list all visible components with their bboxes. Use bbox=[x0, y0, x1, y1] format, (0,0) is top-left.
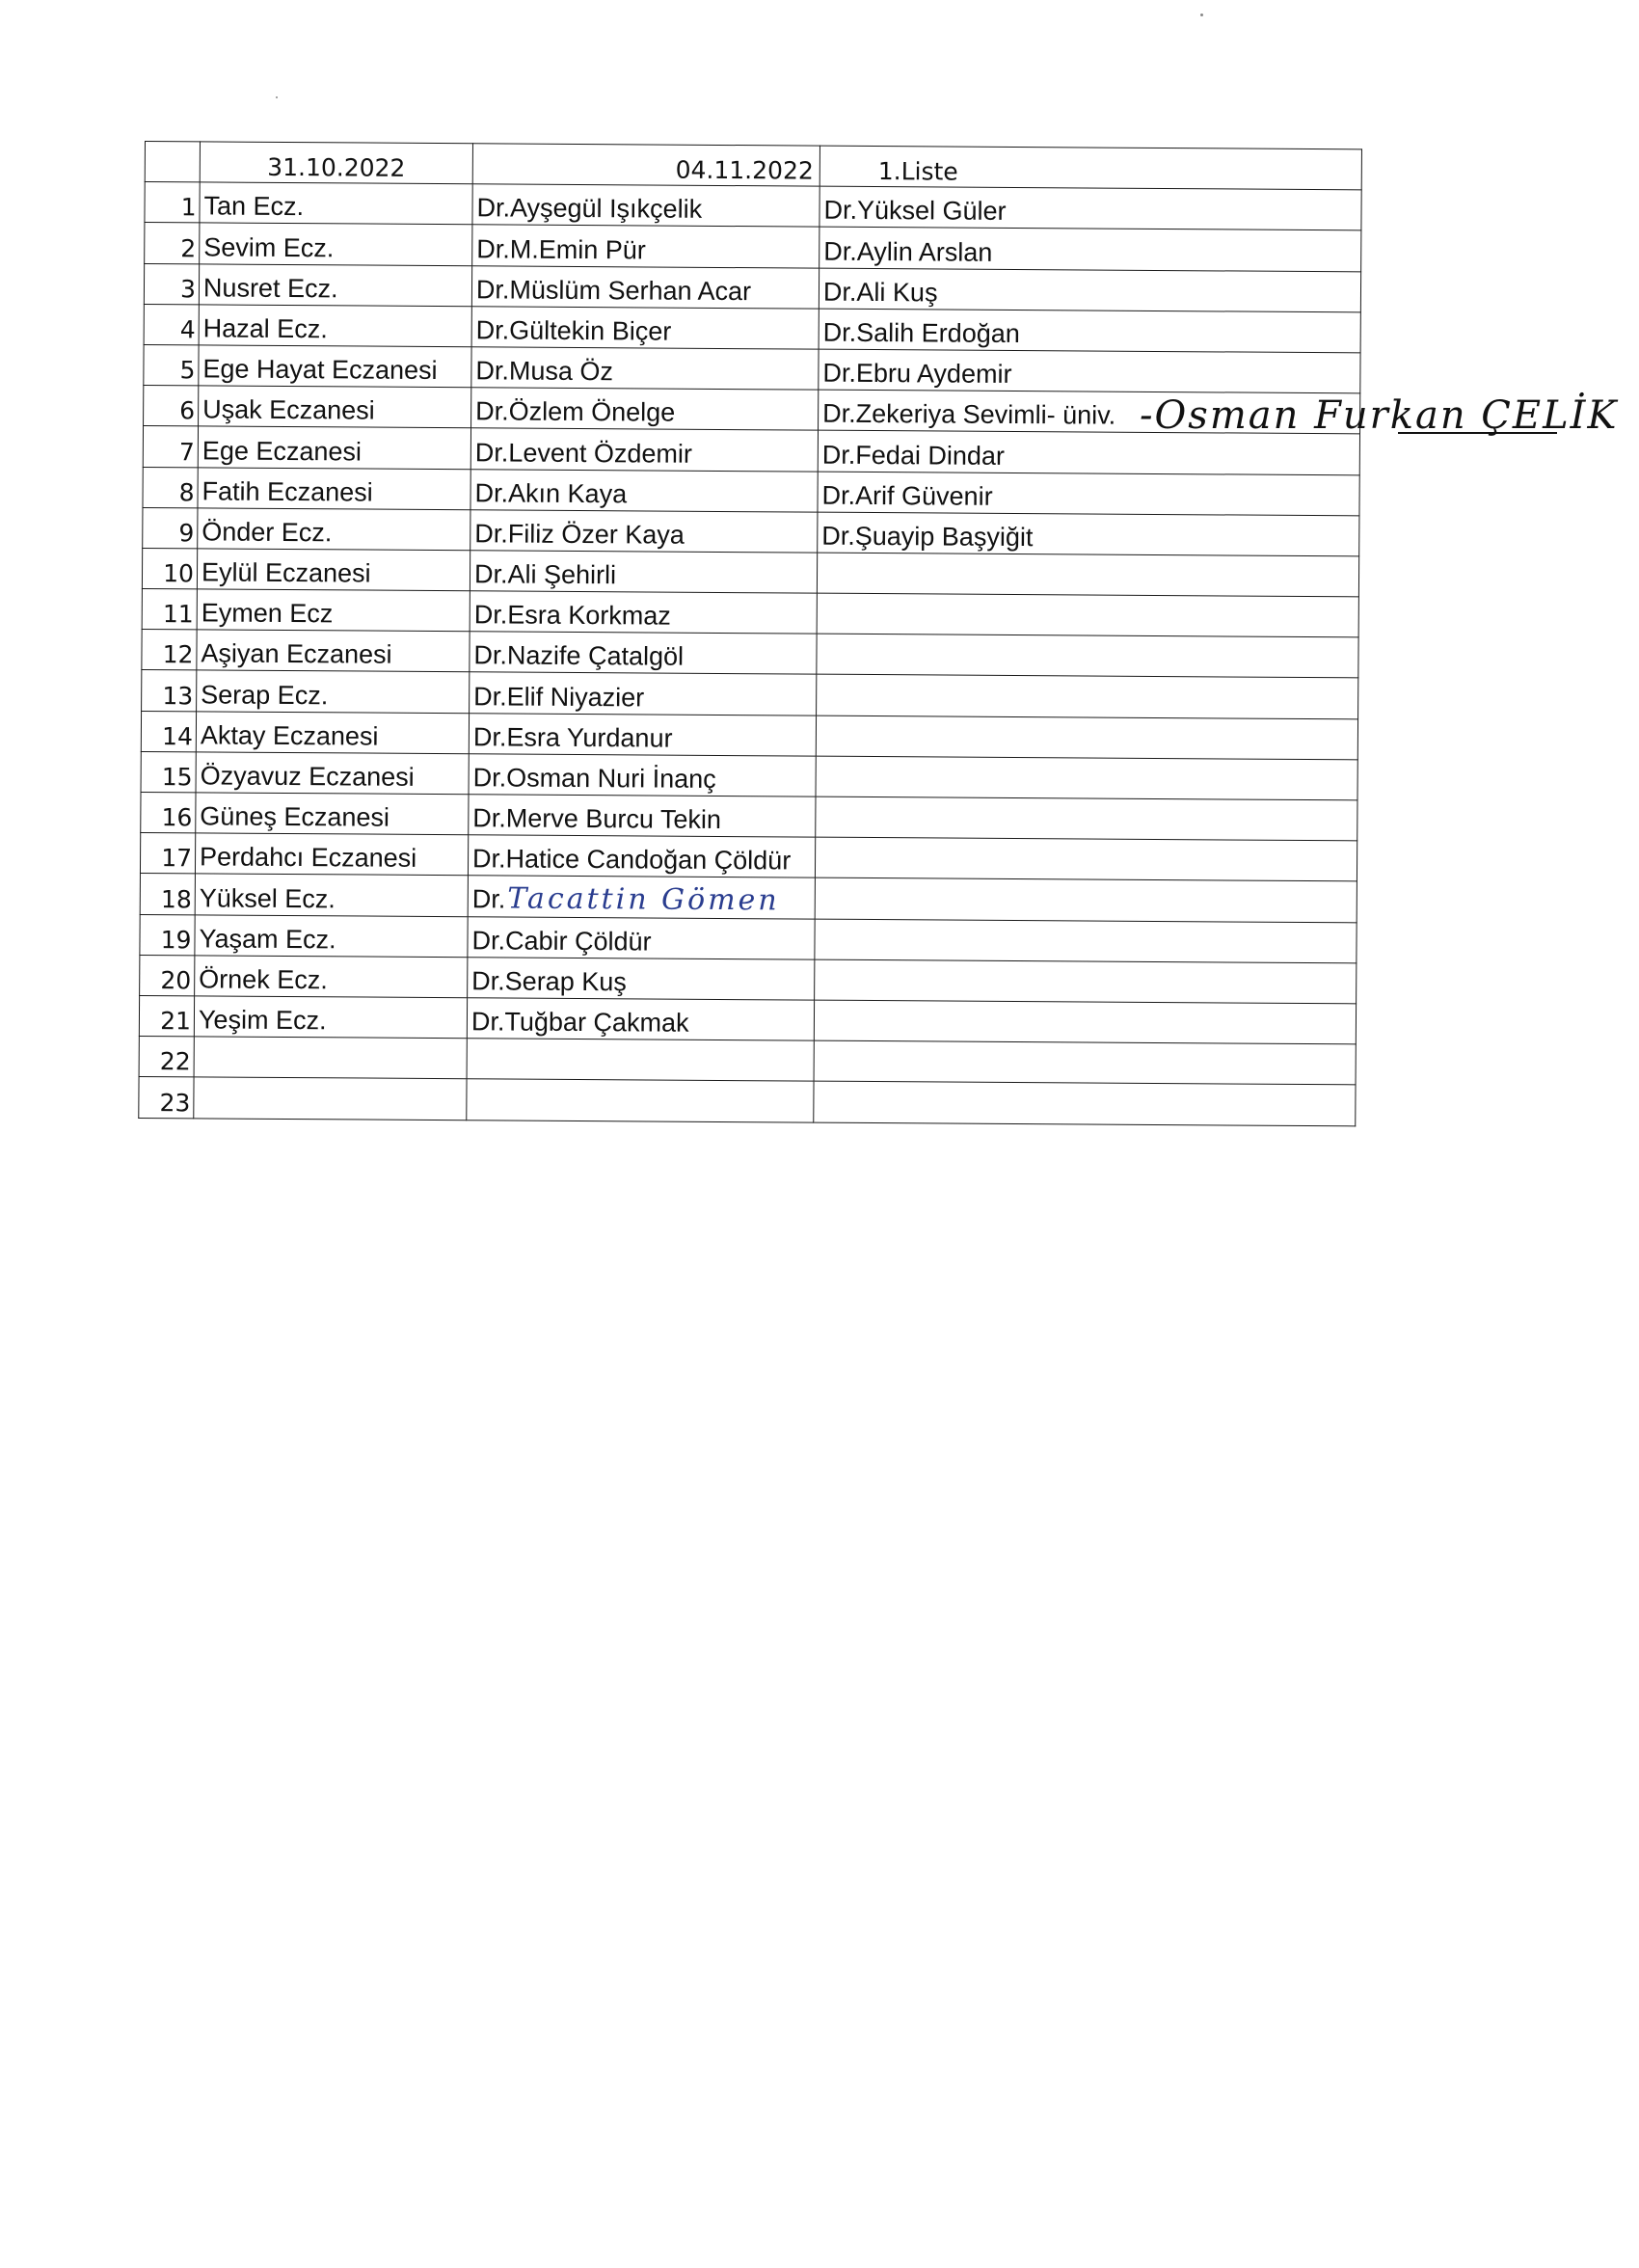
doctor-second-column-cell bbox=[817, 593, 1358, 637]
doctor-second-column-cell bbox=[815, 837, 1357, 881]
row-number-cell bbox=[139, 1077, 194, 1119]
doctor-first-column-text: Dr.Merve Burcu Tekin bbox=[472, 803, 722, 835]
doctor-first-column-text: Dr.Hatice Candoğan Çöldür bbox=[471, 844, 792, 876]
pharmacy-name-text: Önder Ecz. bbox=[202, 517, 333, 548]
header-date-right: 04.11.2022 bbox=[472, 144, 820, 187]
doctor-first-column-text: Dr.Filiz Özer Kaya bbox=[474, 519, 685, 550]
doctor-first-column-text: Dr. bbox=[471, 883, 506, 914]
pharmacy-name-text: Ege Eczanesi bbox=[202, 435, 363, 466]
pharmacy-name-text: Yüksel Ecz. bbox=[199, 882, 336, 913]
doctor-first-column-cell bbox=[467, 998, 814, 1041]
pharmacy-name-cell bbox=[198, 426, 470, 469]
doctor-second-column-cell bbox=[818, 512, 1359, 556]
row-number-cell bbox=[139, 1037, 194, 1078]
row-number-text: 7 bbox=[178, 437, 195, 466]
row-number-text: 11 bbox=[162, 600, 194, 629]
pharmacy-name-text: Eymen Ecz bbox=[201, 598, 334, 629]
doctor-second-column-cell bbox=[818, 472, 1359, 516]
doctor-second-column-cell bbox=[814, 1040, 1356, 1085]
doctor-first-column-cell bbox=[469, 795, 816, 838]
doctor-first-column-cell bbox=[470, 428, 818, 472]
doctor-second-column-cell bbox=[814, 1081, 1356, 1125]
doctor-first-column-cell bbox=[472, 225, 820, 268]
pharmacy-name-text: Nusret Ecz. bbox=[202, 273, 338, 304]
pharmacy-name-cell bbox=[194, 1037, 467, 1079]
pharmacy-name-cell bbox=[195, 956, 468, 998]
row-number-text: 3 bbox=[179, 274, 197, 304]
doctor-first-column-text: Dr.Müslüm Serhan Acar bbox=[475, 275, 752, 306]
doctor-first-column-cell bbox=[470, 672, 817, 716]
doctor-second-column-cell bbox=[817, 553, 1358, 597]
pharmacy-name-text: Serap Ecz. bbox=[201, 680, 329, 710]
pharmacy-name-cell bbox=[198, 467, 470, 509]
doctor-first-column-text: Dr.Esra Yurdanur bbox=[472, 722, 673, 753]
pharmacy-name-text: Hazal Ecz. bbox=[202, 313, 328, 344]
row-number-text: 1 bbox=[180, 193, 197, 222]
doctor-first-column-cell bbox=[470, 469, 818, 512]
pharmacy-name-text: Tan Ecz. bbox=[203, 191, 305, 222]
doctor-first-column-cell bbox=[467, 1039, 814, 1082]
row-number-cell bbox=[141, 792, 196, 833]
doctor-second-column-text: Dr.Ali Kuş bbox=[822, 277, 938, 308]
pharmacy-name-text: Örnek Ecz. bbox=[199, 964, 328, 995]
pharmacy-name-text: Özyavuz Eczanesi bbox=[200, 761, 415, 792]
row-number-cell bbox=[141, 751, 196, 793]
doctor-first-column-text: Dr.Levent Özdemir bbox=[474, 437, 693, 469]
doctor-first-column-cell bbox=[470, 632, 817, 675]
doctor-second-column-cell bbox=[819, 349, 1360, 393]
doctor-first-column-cell bbox=[470, 551, 817, 594]
doctor-first-column-cell bbox=[472, 184, 820, 228]
doctor-first-column-cell bbox=[470, 591, 817, 634]
row-number-cell bbox=[139, 995, 194, 1037]
row-number-cell bbox=[140, 874, 195, 915]
row-number-text: 23 bbox=[159, 1088, 191, 1117]
pharmacy-name-cell bbox=[197, 670, 470, 713]
doctor-second-column-cell bbox=[817, 675, 1358, 719]
doctor-first-column-cell bbox=[467, 1079, 814, 1122]
row-number-text: 5 bbox=[179, 356, 196, 385]
header-date-left: 31.10.2022 bbox=[200, 142, 472, 184]
pharmacy-name-text: Aşiyan Eczanesi bbox=[201, 638, 392, 670]
row-number-text: 10 bbox=[163, 559, 195, 588]
row-number-text: 21 bbox=[160, 1007, 192, 1036]
doctor-second-column-cell bbox=[815, 878, 1357, 923]
header-number-cell bbox=[145, 142, 200, 183]
doctor-second-column-text: Dr.Şuayip Başyiğit bbox=[821, 521, 1034, 552]
doctor-first-column-text: Dr.Ali Şehirli bbox=[473, 559, 617, 590]
row-number-text: 12 bbox=[162, 640, 194, 669]
doctor-first-column-text: Dr.Nazife Çatalgöl bbox=[473, 640, 685, 672]
handwritten-underline bbox=[1398, 432, 1557, 434]
pharmacy-name-cell bbox=[197, 589, 470, 632]
doctor-first-column-cell bbox=[471, 347, 819, 391]
doctor-second-column-cell bbox=[816, 716, 1357, 760]
row-number-cell bbox=[143, 426, 198, 468]
doctor-second-column-cell bbox=[820, 186, 1361, 230]
doctor-first-column-text: Dr.Özlem Önelge bbox=[475, 396, 676, 427]
row-number-cell bbox=[145, 223, 200, 264]
row-number-text: 22 bbox=[159, 1047, 191, 1076]
doctor-second-column-cell bbox=[817, 634, 1358, 678]
pharmacy-name-text: Uşak Eczanesi bbox=[202, 394, 375, 425]
row-number-text: 19 bbox=[160, 925, 192, 955]
row-number-text: 18 bbox=[160, 884, 192, 913]
row-number-cell bbox=[140, 914, 195, 956]
doctor-first-column-text: Dr.Osman Nuri İnanç bbox=[472, 763, 716, 794]
pharmacy-name-text: Perdahcı Eczanesi bbox=[199, 842, 417, 874]
doctor-second-column-cell bbox=[814, 1000, 1356, 1044]
pharmacy-name-cell bbox=[194, 996, 467, 1039]
pharmacy-name-text: Yeşim Ecz. bbox=[198, 1005, 327, 1036]
duty-list-table bbox=[138, 141, 1362, 1126]
row-number-text: 14 bbox=[161, 721, 194, 751]
pharmacy-name-text: Fatih Eczanesi bbox=[202, 476, 373, 507]
document-sheet bbox=[138, 141, 1361, 1126]
row-number-cell bbox=[142, 548, 197, 589]
row-number-text: 4 bbox=[179, 315, 196, 344]
doctor-first-column-text: Dr.Cabir Çöldür bbox=[471, 926, 652, 957]
handwritten-note-signature: -Osman Furkan ÇELİK bbox=[1140, 393, 1619, 438]
row-number-text: 6 bbox=[179, 396, 196, 425]
pharmacy-name-text: Güneş Eczanesi bbox=[200, 801, 390, 832]
doctor-first-column-text: Dr.Ayşegül Işıkçelik bbox=[476, 193, 703, 225]
row-number-text: 8 bbox=[178, 477, 195, 507]
row-number-cell bbox=[144, 263, 199, 305]
scan-speck bbox=[276, 96, 278, 98]
doctor-second-column-cell bbox=[815, 919, 1357, 963]
doctor-second-column-text: Dr.Salih Erdoğan bbox=[822, 317, 1020, 348]
doctor-first-column-cell bbox=[468, 876, 815, 919]
row-number-text: 15 bbox=[161, 763, 193, 792]
doctor-first-column-text: Dr.Elif Niyazier bbox=[473, 681, 645, 713]
row-number-cell bbox=[140, 955, 195, 996]
doctor-first-column-cell bbox=[471, 265, 819, 309]
pharmacy-name-text: Aktay Eczanesi bbox=[200, 720, 379, 751]
pharmacy-name-cell bbox=[197, 630, 470, 672]
pharmacy-name-cell bbox=[199, 305, 471, 347]
row-number-text: 9 bbox=[178, 519, 195, 548]
row-number-cell bbox=[144, 304, 199, 345]
doctor-second-column-cell bbox=[820, 228, 1361, 272]
doctor-first-column-text: Dr.Esra Korkmaz bbox=[473, 600, 671, 631]
doctor-first-column-text: Dr.Gültekin Biçer bbox=[475, 315, 672, 346]
pharmacy-name-cell bbox=[199, 263, 471, 306]
doctor-first-column-text: Dr.Musa Öz bbox=[475, 356, 614, 387]
pharmacy-name-cell bbox=[197, 549, 470, 591]
doctor-first-column-cell bbox=[471, 388, 819, 431]
doctor-second-column-cell bbox=[816, 796, 1357, 841]
doctor-second-column-cell bbox=[819, 309, 1360, 353]
doctor-first-column-cell bbox=[471, 307, 819, 350]
row-number-cell bbox=[143, 467, 198, 508]
pharmacy-name-cell bbox=[195, 833, 468, 876]
pharmacy-name-cell bbox=[194, 1077, 467, 1120]
pharmacy-name-cell bbox=[196, 711, 469, 753]
doctor-second-column-text: Dr.Zekeriya Sevimli- üniv. bbox=[822, 398, 1116, 430]
row-number-cell bbox=[144, 386, 199, 427]
header-list-label: 1.Liste bbox=[820, 146, 1361, 190]
row-number-cell bbox=[144, 344, 199, 386]
scan-speck bbox=[1200, 14, 1203, 16]
pharmacy-name-cell bbox=[198, 508, 470, 551]
row-number-cell bbox=[143, 507, 198, 549]
doctor-first-column-text: Dr.Akın Kaya bbox=[474, 477, 628, 509]
row-number-text: 13 bbox=[162, 681, 194, 710]
row-number-text: 2 bbox=[180, 233, 197, 262]
pharmacy-name-text: Ege Hayat Eczanesi bbox=[202, 354, 438, 386]
pharmacy-name-cell bbox=[199, 345, 471, 388]
row-number-text: 20 bbox=[160, 966, 192, 995]
doctor-second-column-text: Dr.Fedai Dindar bbox=[821, 440, 1006, 471]
pharmacy-name-cell bbox=[200, 182, 472, 225]
doctor-first-column-cell bbox=[468, 835, 815, 878]
pharmacy-name-text: Eylül Eczanesi bbox=[201, 557, 371, 588]
doctor-second-column-cell bbox=[819, 268, 1360, 312]
pharmacy-name-text: Yaşam Ecz. bbox=[199, 924, 336, 955]
handwritten-doctor-name: Tacattin Gömen bbox=[507, 881, 780, 917]
doctor-second-column-text: Dr.Ebru Aydemir bbox=[822, 358, 1012, 390]
table-row bbox=[139, 1077, 1356, 1126]
doctor-first-column-cell bbox=[468, 916, 815, 959]
doctor-first-column-text: Dr.M.Emin Pür bbox=[476, 233, 646, 265]
doctor-first-column-cell bbox=[469, 713, 816, 756]
pharmacy-name-cell bbox=[200, 223, 472, 265]
doctor-first-column-cell bbox=[469, 754, 816, 797]
doctor-first-column-cell bbox=[468, 957, 815, 1000]
row-number-text: 16 bbox=[161, 803, 193, 832]
row-number-cell bbox=[140, 833, 195, 875]
doctor-second-column-text: Dr.Arif Güvenir bbox=[821, 480, 993, 511]
pharmacy-name-cell bbox=[199, 386, 471, 428]
doctor-first-column-text: Dr.Tuğbar Çakmak bbox=[470, 1007, 689, 1038]
pharmacy-name-text: Sevim Ecz. bbox=[203, 231, 335, 262]
row-number-text: 17 bbox=[161, 844, 193, 873]
row-number-cell bbox=[142, 670, 197, 712]
doctor-first-column-cell bbox=[470, 509, 818, 553]
doctor-first-column-text: Dr.Serap Kuş bbox=[471, 966, 627, 997]
row-number-cell bbox=[145, 182, 200, 224]
pharmacy-name-cell bbox=[195, 914, 468, 957]
doctor-second-column-text: Dr.Yüksel Güler bbox=[823, 196, 1007, 227]
pharmacy-name-cell bbox=[196, 752, 469, 795]
row-number-cell bbox=[142, 630, 197, 671]
row-number-cell bbox=[141, 711, 196, 752]
doctor-second-column-text: Dr.Aylin Arslan bbox=[823, 236, 993, 267]
doctor-second-column-cell bbox=[815, 959, 1357, 1004]
row-number-cell bbox=[142, 589, 197, 631]
pharmacy-name-cell bbox=[195, 874, 468, 916]
doctor-second-column-cell bbox=[816, 756, 1357, 800]
pharmacy-name-cell bbox=[196, 793, 469, 835]
